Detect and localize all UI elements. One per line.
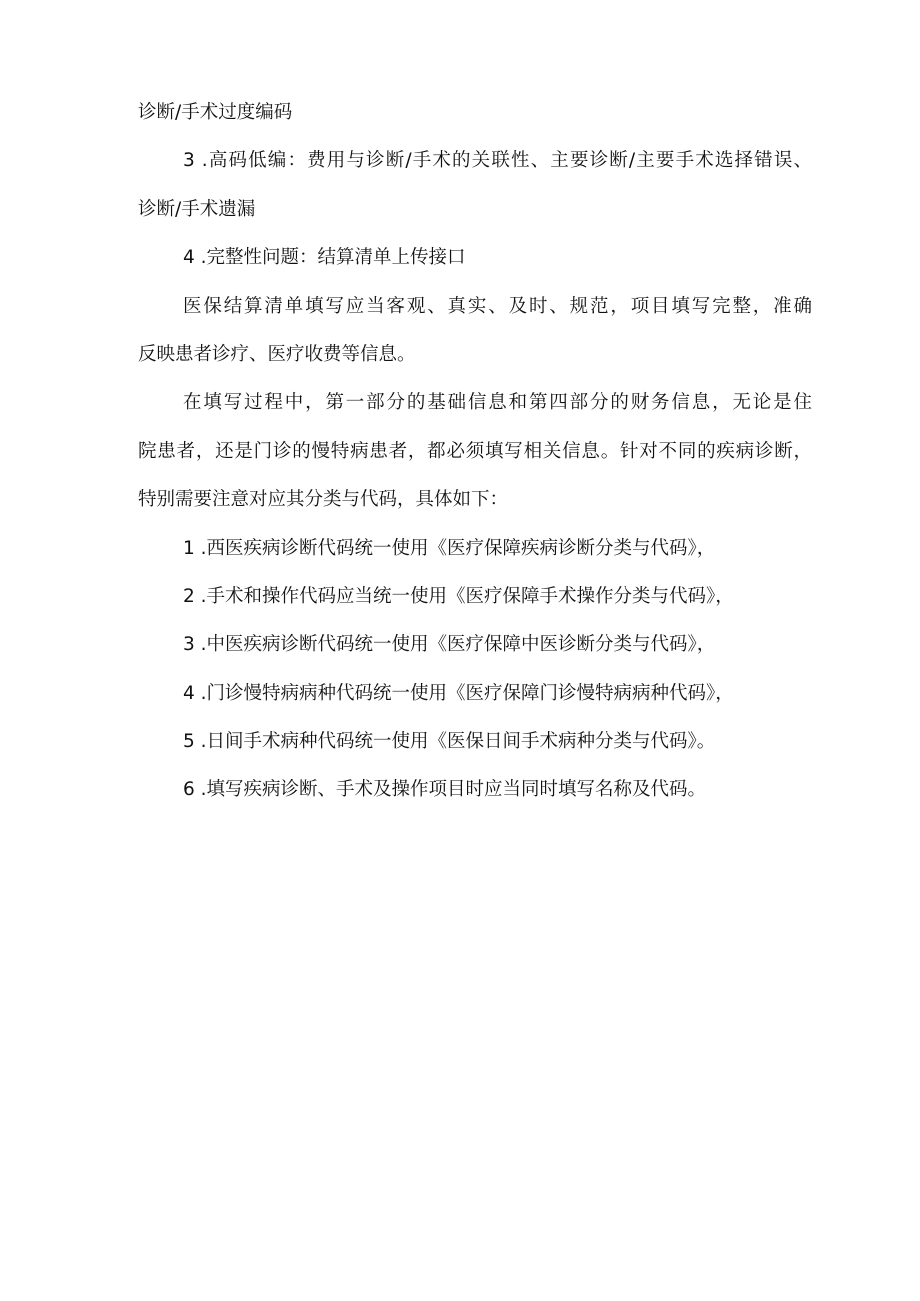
text-line: 4 .门诊慢特病病种代码统一使用《医疗保障门诊慢特病病种代码》， [183,682,734,704]
text-line: 3 .高码低编：费用与诊断/手术的关联性、主要诊断/主要手术选择错误、 [183,150,812,172]
text-line: 2 .手术和操作代码应当统一使用《医疗保障手术操作分类与代码》， [183,585,734,607]
text-line: 反映患者诊疗、医疗收费等信息。 [138,343,416,365]
text-line: 在填写过程中，第一部分的基础信息和第四部分的财务信息，无论是住 [183,392,812,414]
text-line: 诊断/手术遗漏 [138,198,256,220]
text-line: 5 .日间手术病种代码统一使用《医保日间手术病种分类与代码》。 [183,731,716,753]
text-line: 6 .填写疾病诊断、手术及操作项目时应当同时填写名称及代码。 [183,779,707,801]
text-line: 特别需要注意对应其分类与代码，具体如下： [138,489,509,511]
text-line: 4 .完整性问题：结算清单上传接口 [183,247,466,269]
text-line: 3 .中医疾病诊断代码统一使用《医疗保障中医诊断分类与代码》， [183,634,716,656]
text-line: 医保结算清单填写应当客观、真实、及时、规范，项目填写完整，准确 [183,295,812,317]
document-body [138,98,812,824]
text-line: 诊断/手术过度编码 [138,102,293,123]
text-line: 1 .西医疾病诊断代码统一使用《医疗保障疾病诊断分类与代码》， [183,537,716,559]
text-line: 院患者，还是门诊的慢特病患者，都必须填写相关信息。针对不同的疾病诊断， [138,440,812,462]
